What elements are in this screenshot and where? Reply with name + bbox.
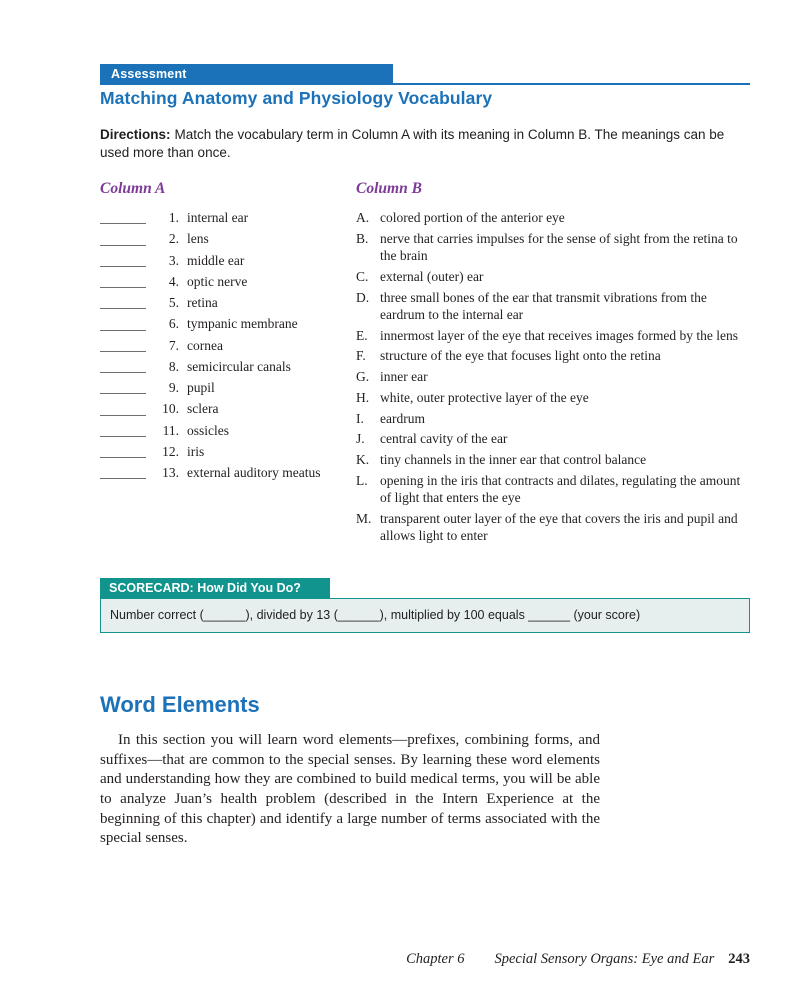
answer-blank [100,402,146,416]
answer-blank [100,232,146,246]
item-number: 12. [162,443,179,459]
term-label: optic nerve [187,273,248,289]
scorecard-text: Number correct (______), divided by 13 (______), multiplied by 100 equals ______ (your score) [110,608,641,622]
definition-text: white, outer protective layer of the eye [380,389,589,405]
item-number: 2. [168,231,179,247]
item-letter: G. [356,369,370,385]
term-label: internal ear [187,210,249,225]
answer-blank [100,317,146,331]
item-number: 3. [168,252,179,268]
item-number: 6. [168,316,179,332]
directions-label: Directions: [100,127,171,142]
item-letter: E. [356,327,368,343]
term-label: retina [187,295,218,311]
term-label: sclera [187,401,219,417]
column-b-row [356,230,750,265]
scorecard-header-label: SCORECARD: How Did You Do? [109,581,301,595]
definition-text: nerve that carries impulses for the sense of sight from the retina to the brain [380,230,738,264]
item-letter: M. [356,510,372,526]
column-a-row [100,358,356,375]
term-label: cornea [187,337,223,353]
item-number: 8. [168,358,179,374]
item-letter: L. [356,472,368,488]
page-title: Matching Anatomy and Physiology Vocabulary [100,88,493,108]
word-elements-paragraph: In this section you will learn word elements—prefixes, combining forms, and suffixes—that are common to the special senses. By learning these word elements and understanding how they are combined to build medical terms, you will be able to analyze Juan’s health problem (described in the Intern Experience at the beginning of this chapter) and identify a large number of terms associated with the special senses. [100,732,600,847]
column-a-row [100,252,356,269]
definition-text: inner ear [380,369,428,385]
term-label: ossicles [187,422,229,438]
column-b-row [356,430,750,447]
column-b-row [356,410,750,427]
column-a-row [100,337,356,354]
definition-text: tiny channels in the inner ear that control balance [380,452,647,468]
column-b-header: Column B [356,180,422,197]
item-number: 13. [162,465,179,481]
word-elements-section [100,692,600,849]
definition-text: external (outer) ear [380,268,484,284]
definition-text: structure of the eye that focuses light onto the retina [380,348,661,364]
column-a-row [100,464,356,481]
answer-blank [100,295,146,309]
term-label: iris [187,443,205,459]
item-letter: H. [356,389,370,405]
term-label: external auditory meatus [187,465,321,481]
column-a-row [100,315,356,332]
column-a-row [100,294,356,311]
term-label: middle ear [187,252,245,268]
item-number: 9. [168,380,179,396]
directions-text: Match the vocabulary term in Column A with its meaning in Column B. The meanings can be used more than once. [100,127,725,161]
assessment-header [100,64,750,85]
column-a-row [100,379,356,396]
answer-blank [100,444,146,458]
column-a-row [100,400,356,417]
footer-chapter: Chapter 6 [406,951,465,967]
answer-blank [100,465,146,479]
scorecard-header [100,578,330,598]
item-letter: A. [356,210,370,225]
footer-page-number: 243 [728,951,750,967]
item-letter: J. [356,431,365,447]
item-number: 10. [162,401,179,417]
item-letter: B. [356,230,369,246]
column-a-section [100,180,356,548]
answer-blank [100,359,146,373]
column-a-row [100,273,356,290]
word-elements-heading: Word Elements [100,692,260,717]
definition-text: innermost layer of the eye that receives images formed by the lens [380,327,738,343]
footer-section-title: Special Sensory Organs: Eye and Ear [494,951,715,967]
item-number: 7. [168,337,179,353]
column-a-row [100,209,356,226]
column-b-row [356,389,750,406]
answer-blank [100,210,146,224]
answer-blank [100,253,146,267]
answer-blank [100,380,146,394]
answer-blank [100,338,146,352]
item-letter: D. [356,289,370,305]
scorecard-box [100,598,750,633]
definition-text: colored portion of the anterior eye [380,210,565,225]
column-b-row [356,327,750,344]
column-b-row [356,472,750,507]
definition-text: central cavity of the ear [380,431,508,447]
definition-text: opening in the iris that contracts and dilates, regulating the amount of light that enters the eye [380,472,741,506]
item-letter: I. [356,410,364,426]
term-label: lens [187,231,209,247]
term-label: pupil [187,380,215,396]
term-label: semicircular canals [187,358,291,374]
column-a-list [100,209,356,481]
assessment-tab-label: Assessment [111,67,187,81]
item-letter: C. [356,268,369,284]
column-b-list [356,209,750,545]
item-number: 5. [168,295,179,311]
column-a-header: Column A [100,180,166,197]
column-a-row [100,443,356,460]
item-letter: K. [356,452,370,468]
definition-text: three small bones of the ear that transmit vibrations from the eardrum to the internal ear [380,289,707,322]
column-b-row [356,268,750,285]
term-label: tympanic membrane [187,316,298,332]
assessment-tab [100,64,393,85]
column-b-row [356,368,750,385]
page-footer [406,951,750,968]
directions [100,126,750,162]
column-b-row [356,347,750,364]
item-number: 1. [168,210,179,225]
item-number: 11. [162,422,179,438]
answer-blank [100,423,146,437]
answer-blank [100,274,146,288]
item-letter: F. [356,348,366,364]
matching-exercise [100,180,750,548]
scorecard [100,578,750,633]
column-b-section [356,180,750,548]
column-a-row [100,230,356,247]
item-number: 4. [168,273,179,289]
column-b-row [356,451,750,468]
column-b-row [356,510,750,545]
column-b-row [356,289,750,324]
column-b-row [356,209,750,226]
column-a-row [100,422,356,439]
definition-text: transparent outer layer of the eye that covers the iris and pupil and allows light to enter [380,510,738,544]
definition-text: eardrum [380,410,425,426]
